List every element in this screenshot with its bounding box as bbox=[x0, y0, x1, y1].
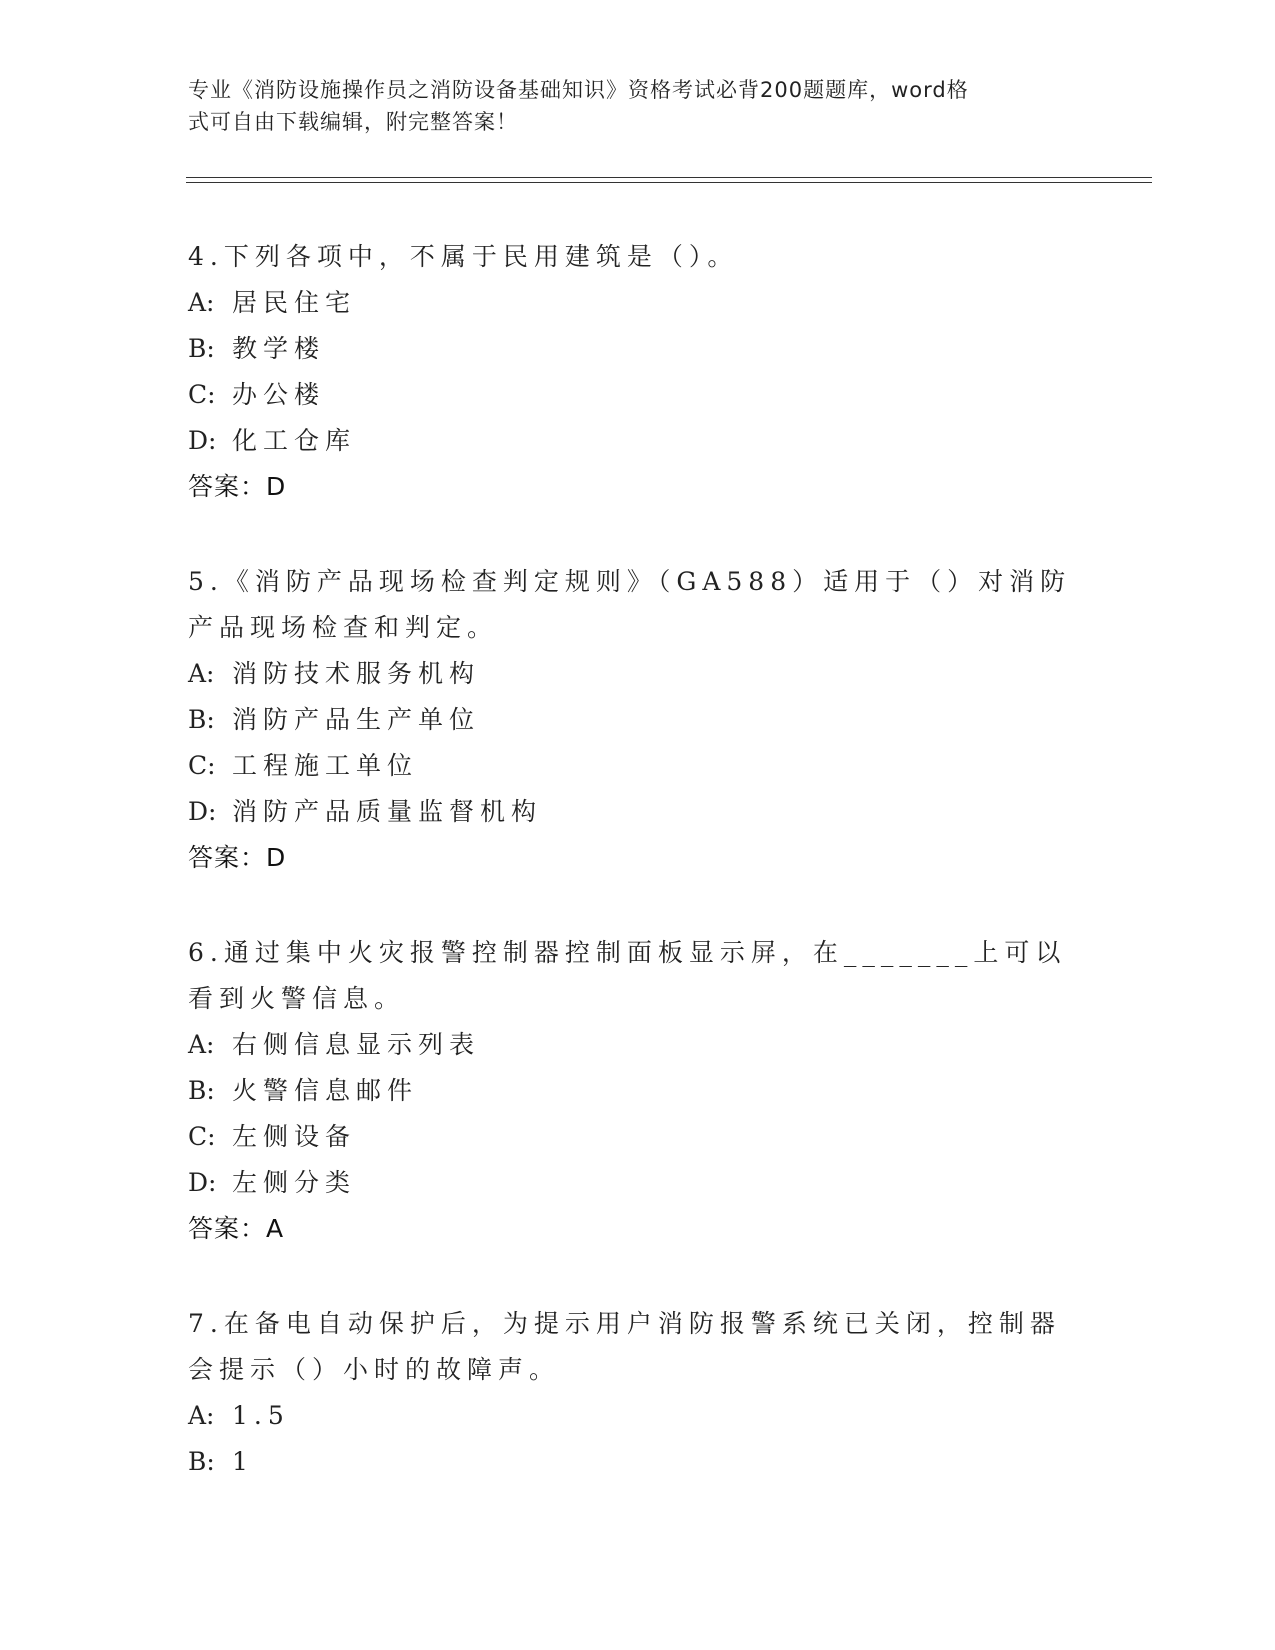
option-c bbox=[188, 1114, 1088, 1160]
option-letter: B: bbox=[188, 705, 215, 734]
header-line-1: 专业《消防设施操作员之消防设备基础知识》资格考试必背200题题库，word格 bbox=[188, 78, 969, 102]
option-text: 居民住宅 bbox=[232, 288, 357, 317]
option-a bbox=[188, 1022, 1088, 1068]
option-c bbox=[188, 743, 1088, 789]
question-stem: 5.《消防产品现场检查判定规则》（GA588）适用于（）对消防产品现场检查和判定。 bbox=[188, 567, 1072, 642]
option-letter: B: bbox=[188, 1076, 215, 1105]
option-a bbox=[188, 1393, 1088, 1439]
option-d bbox=[188, 789, 1088, 835]
option-text: 火警信息邮件 bbox=[232, 1076, 419, 1105]
answer-line: 答案：A bbox=[188, 1214, 285, 1243]
header-divider-top bbox=[186, 177, 1152, 178]
option-letter: D: bbox=[188, 426, 217, 455]
option-text: 右侧信息显示列表 bbox=[232, 1030, 481, 1059]
option-text: 消防产品生产单位 bbox=[232, 705, 481, 734]
option-text: 1 bbox=[232, 1447, 254, 1476]
option-d bbox=[188, 1160, 1088, 1206]
header-divider-bottom bbox=[186, 182, 1152, 183]
question-6 bbox=[188, 930, 1088, 1252]
option-text: 1.5 bbox=[232, 1401, 290, 1430]
question-4 bbox=[188, 234, 1088, 510]
question-list bbox=[188, 234, 1088, 1534]
option-letter: B: bbox=[188, 1447, 215, 1476]
question-stem: 7.在备电自动保护后，为提示用户消防报警系统已关闭，控制器会提示（）小时的故障声。 bbox=[188, 1309, 1061, 1384]
answer-line: 答案：D bbox=[188, 843, 287, 872]
option-letter: A: bbox=[188, 1030, 215, 1059]
option-c bbox=[188, 372, 1088, 418]
option-letter: C: bbox=[188, 751, 216, 780]
option-text: 左侧设备 bbox=[232, 1122, 357, 1151]
option-text: 左侧分类 bbox=[232, 1168, 357, 1197]
option-letter: D: bbox=[188, 797, 217, 826]
question-5 bbox=[188, 559, 1088, 881]
option-b bbox=[188, 697, 1088, 743]
option-letter: A: bbox=[188, 659, 215, 688]
question-stem: 6.通过集中火灾报警控制器控制面板显示屏，在_______上可以看到火警信息。 bbox=[188, 938, 1067, 1013]
option-a bbox=[188, 280, 1088, 326]
document-header bbox=[188, 74, 1068, 138]
option-b bbox=[188, 1439, 1088, 1485]
question-7 bbox=[188, 1301, 1088, 1485]
option-letter: C: bbox=[188, 1122, 216, 1151]
question-stem: 4.下列各项中，不属于民用建筑是（）。 bbox=[188, 242, 739, 271]
option-text: 消防产品质量监督机构 bbox=[232, 797, 543, 826]
option-letter: B: bbox=[188, 334, 215, 363]
option-text: 教学楼 bbox=[232, 334, 326, 363]
option-letter: C: bbox=[188, 380, 216, 409]
option-d bbox=[188, 418, 1088, 464]
option-a bbox=[188, 651, 1088, 697]
option-text: 办公楼 bbox=[232, 380, 326, 409]
option-letter: A: bbox=[188, 1401, 215, 1430]
answer-line: 答案：D bbox=[188, 472, 287, 501]
option-letter: A: bbox=[188, 288, 215, 317]
option-b bbox=[188, 1068, 1088, 1114]
option-text: 消防技术服务机构 bbox=[232, 659, 481, 688]
option-b bbox=[188, 326, 1088, 372]
option-letter: D: bbox=[188, 1168, 217, 1197]
header-line-2: 式可自由下载编辑，附完整答案！ bbox=[188, 110, 518, 134]
option-text: 工程施工单位 bbox=[232, 751, 419, 780]
option-text: 化工仓库 bbox=[232, 426, 357, 455]
